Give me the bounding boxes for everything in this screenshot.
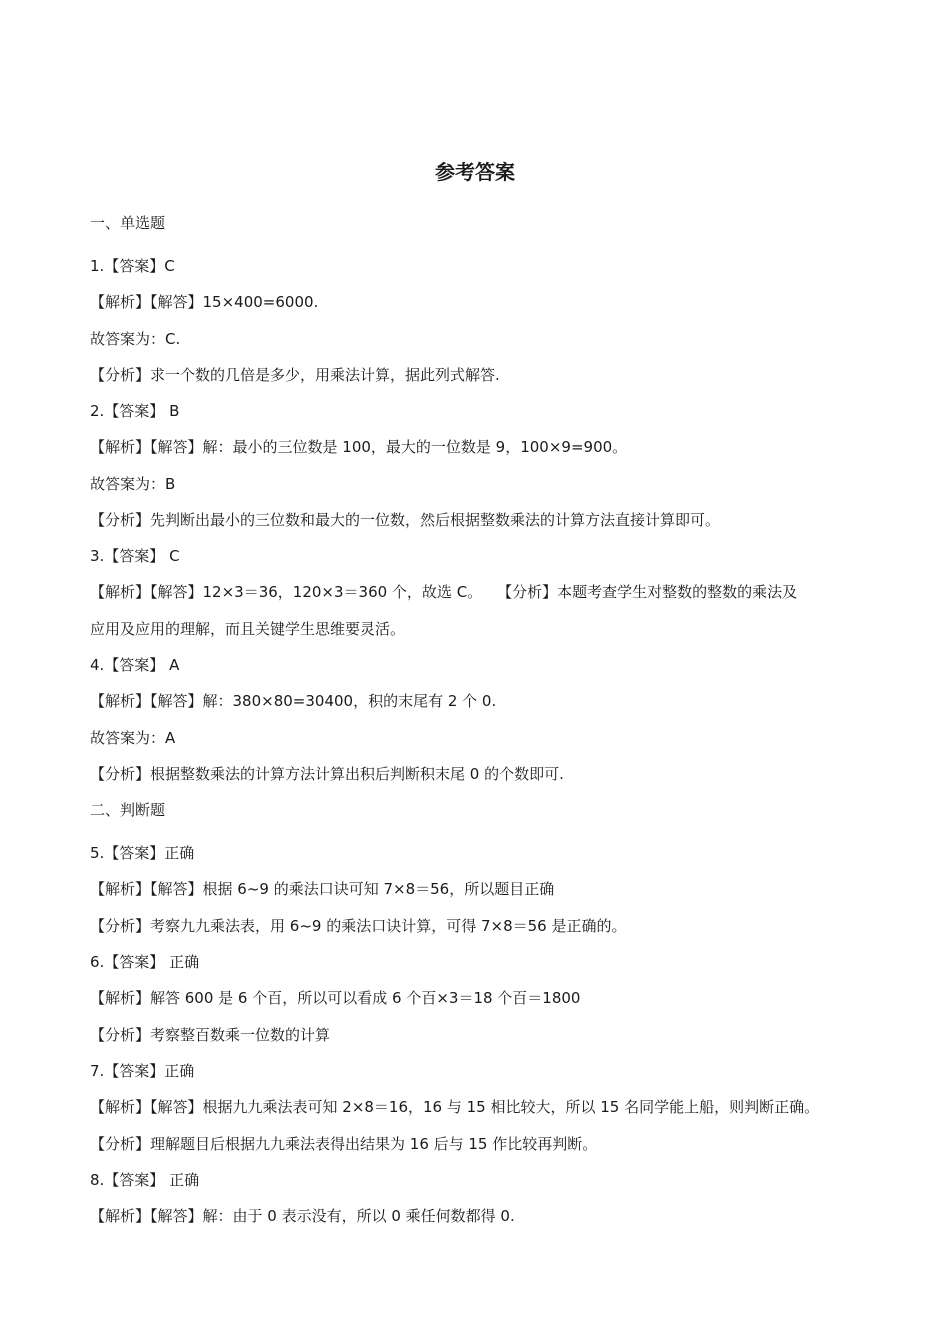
analysis-line: 【解析】【解答】12×3＝36，120×3＝360 个，故选 C。 【分析】本题考查学生对整数的整数的乘法及 — [90, 583, 798, 601]
answer-line: 7.【答案】正确 — [90, 1062, 195, 1080]
analysis-line: 【解析】【解答】根据 6~9 的乘法口诀可知 7×8＝56，所以题目正确 — [90, 880, 555, 898]
analysis-line: 【解析】【解答】解：由于 0 表示没有，所以 0 乘任何数都得 0. — [90, 1207, 515, 1225]
analysis-line: 【分析】考察九九乘法表，用 6~9 的乘法口诀计算，可得 7×8＝56 是正确的。 — [90, 917, 627, 935]
analysis-line: 【分析】先判断出最小的三位数和最大的一位数，然后根据整数乘法的计算方法直接计算即可。 — [90, 511, 721, 529]
answer-line: 4.【答案】 A — [90, 656, 180, 674]
analysis-line: 【分析】求一个数的几倍是多少，用乘法计算，据此列式解答. — [90, 366, 500, 384]
section-heading-true-false: 二、判断题 — [90, 801, 166, 819]
analysis-line: 【解析】【解答】解：380×80=30400，积的末尾有 2 个 0. — [90, 692, 497, 710]
analysis-line-continued: 应用及应用的理解，而且关键学生思维要灵活。 — [90, 620, 406, 638]
analysis-line: 【解析】【解答】根据九九乘法表可知 2×8＝16，16 与 15 相比较大，所以 15 名同学能上船，则判断正确。 — [90, 1098, 820, 1116]
analysis-line: 【解析】解答 600 是 6 个百，所以可以看成 6 个百×3＝18 个百＝1800 — [90, 989, 581, 1007]
document-title: 参考答案 — [435, 160, 515, 184]
conclusion-line: 故答案为：A — [90, 729, 176, 747]
answer-line: 1.【答案】C — [90, 257, 175, 275]
section-heading-single-choice: 一、单选题 — [90, 214, 166, 232]
answer-line: 5.【答案】正确 — [90, 844, 195, 862]
answer-line: 8.【答案】 正确 — [90, 1171, 200, 1189]
analysis-line: 【分析】考察整百数乘一位数的计算 — [90, 1026, 331, 1044]
analysis-line: 【解析】【解答】15×400=6000. — [90, 293, 319, 311]
analysis-line: 【分析】理解题目后根据九九乘法表得出结果为 16 后与 15 作比较再判断。 — [90, 1135, 598, 1153]
answer-line: 3.【答案】 C — [90, 547, 180, 565]
answer-line: 6.【答案】 正确 — [90, 953, 200, 971]
conclusion-line: 故答案为：B — [90, 475, 176, 493]
analysis-line: 【分析】根据整数乘法的计算方法计算出积后判断积末尾 0 的个数即可. — [90, 765, 564, 783]
answer-line: 2.【答案】 B — [90, 402, 180, 420]
analysis-line: 【解析】【解答】解：最小的三位数是 100，最大的一位数是 9，100×9=900。 — [90, 438, 628, 456]
conclusion-line: 故答案为：C. — [90, 330, 181, 348]
